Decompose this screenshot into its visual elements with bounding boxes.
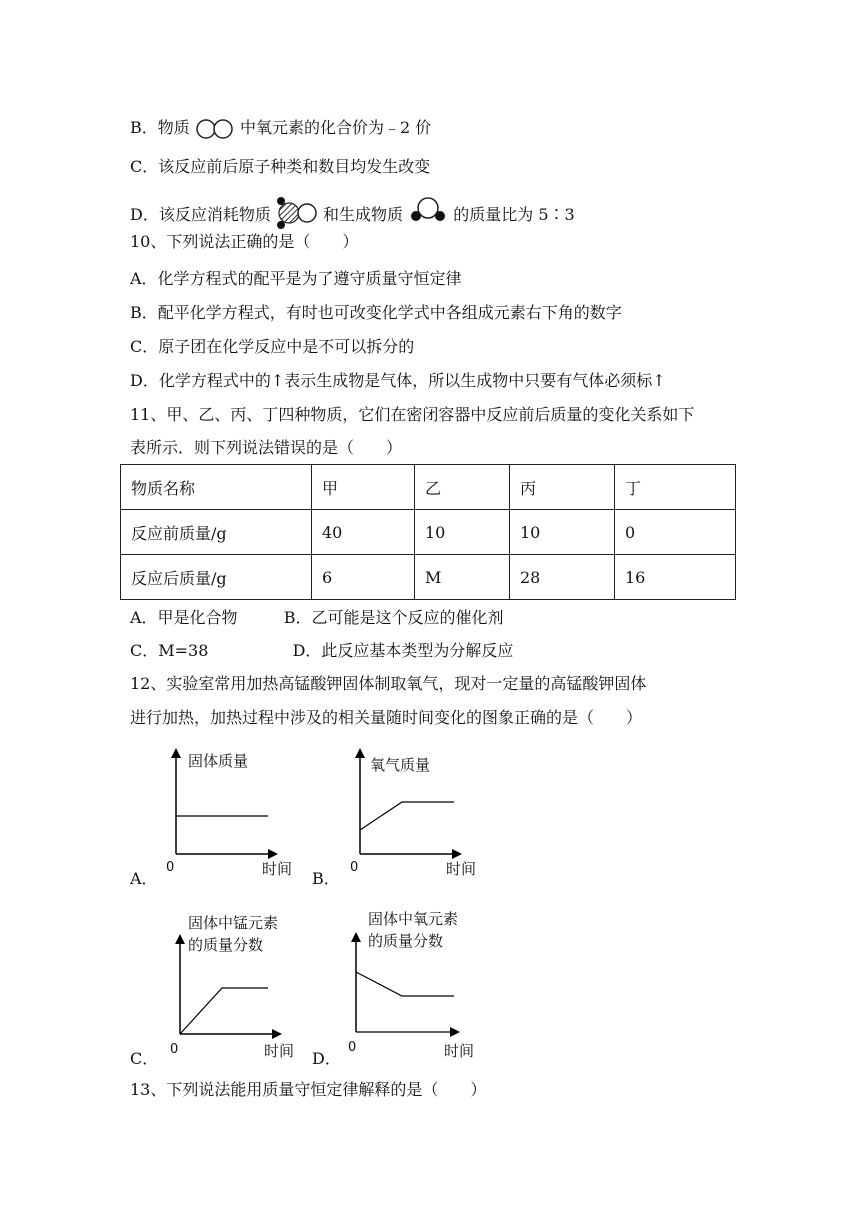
- graph-b-ylabel: 氧气质量: [370, 756, 431, 774]
- graph-a-ylabel: 固体质量: [188, 752, 249, 770]
- q12-stem-line1: 12、实验室常用加热高锰酸钾固体制取氧气，现对一定量的高锰酸钾固体: [130, 674, 647, 693]
- table-header-cell: 物质名称: [121, 465, 312, 510]
- graph-d-origin: 0: [348, 1040, 357, 1055]
- table-header-cell: 乙: [415, 465, 510, 510]
- graph-d-plot: [340, 930, 464, 1038]
- water-molecule-icon: [408, 196, 448, 224]
- graph-d-xlabel: 时间: [444, 1042, 475, 1060]
- q11-option-d: D．此反应基本类型为分解反应: [292, 641, 514, 660]
- graph-d-ylabel-1: 固体中氧元素: [368, 910, 459, 928]
- q9-option-b: [130, 117, 431, 140]
- graph-d-letter: D．: [312, 1049, 341, 1068]
- table-cell: 6: [312, 555, 415, 600]
- table-row: [121, 510, 736, 555]
- graph-b-xlabel: 时间: [446, 860, 477, 878]
- table-cell: 0: [615, 510, 736, 555]
- q9-option-d-text-3: 的质量比为 5∶3: [453, 205, 575, 224]
- q11-option-c: C．M=38: [130, 641, 209, 660]
- table-header-cell: 甲: [312, 465, 415, 510]
- q10-option-d: D．化学方程式中的↑表示生成物是气体，所以生成物中只要有气体必须标↑: [130, 371, 666, 390]
- molecule-hatched-icon: [276, 196, 318, 230]
- q10-option-a: A．化学方程式的配平是为了遵守质量守恒定律: [130, 269, 462, 288]
- graph-a-letter: A．: [130, 869, 158, 888]
- table-cell: 10: [415, 510, 510, 555]
- graph-b-letter: B．: [312, 869, 340, 888]
- q11-options-line1: [130, 607, 504, 629]
- table-cell: 反应后质量/g: [121, 555, 312, 600]
- q9-option-b-text-2: 中氧元素的化合价为﹣2 价: [239, 118, 432, 137]
- q9-option-d-text-1: D．该反应消耗物质: [130, 205, 271, 224]
- q11-option-a: A．甲是化合物: [130, 608, 238, 627]
- q10-stem: 10、下列说法正确的是（ ）: [130, 232, 359, 251]
- graph-a-origin: 0: [166, 860, 175, 875]
- q11-stem-line1: 11、甲、乙、丙、丁四种物质，它们在密闭容器中反应前后质量的变化关系如下: [130, 405, 695, 424]
- graph-b-origin: 0: [350, 860, 359, 875]
- graph-c-letter: C．: [130, 1049, 159, 1068]
- table-header-row: [121, 465, 736, 510]
- graph-a-plot: [160, 746, 280, 860]
- o2-molecule-icon: [195, 118, 235, 140]
- q9-option-d: [130, 196, 575, 230]
- q13-stem: 13、下列说法能用质量守恒定律解释的是（ ）: [130, 1080, 487, 1099]
- graph-c-plot: [164, 932, 284, 1040]
- table-cell: 28: [510, 555, 615, 600]
- q10-option-b: B．配平化学方程式，有时也可改变化学式中各组成元素右下角的数字: [130, 303, 622, 322]
- q9-option-c: C．该反应前后原子种类和数目均发生改变: [130, 157, 431, 176]
- q9-option-d-text-2: 和生成物质: [323, 205, 404, 224]
- graph-c-ylabel-1: 固体中锰元素: [188, 914, 279, 932]
- q10-option-c: C．原子团在化学反应中是不可以拆分的: [130, 337, 415, 356]
- q11-stem-line2: 表所示．则下列说法错误的是（ ）: [130, 438, 403, 457]
- table-header-cell: 丁: [615, 465, 736, 510]
- q11-options-line2: [130, 640, 513, 662]
- graph-c-xlabel: 时间: [264, 1042, 295, 1060]
- table-cell: 40: [312, 510, 415, 555]
- graph-d-ylabel-2: 的质量分数: [368, 932, 444, 950]
- graph-b-plot: [344, 746, 464, 860]
- q11-mass-table: [120, 464, 736, 600]
- table-cell: M: [415, 555, 510, 600]
- graph-c-ylabel-2: 的质量分数: [188, 936, 264, 954]
- table-cell: 16: [615, 555, 736, 600]
- graph-c-origin: 0: [170, 1042, 179, 1057]
- table-row: [121, 555, 736, 600]
- q11-option-b: B．乙可能是这个反应的催化剂: [283, 608, 504, 627]
- table-header-cell: 丙: [510, 465, 615, 510]
- table-cell: 10: [510, 510, 615, 555]
- q9-option-b-text-1: B．物质: [130, 118, 190, 137]
- graph-a-xlabel: 时间: [262, 860, 293, 878]
- q12-stem-line2: 进行加热，加热过程中涉及的相关量随时间变化的图象正确的是（ ）: [130, 708, 643, 727]
- table-cell: 反应前质量/g: [121, 510, 312, 555]
